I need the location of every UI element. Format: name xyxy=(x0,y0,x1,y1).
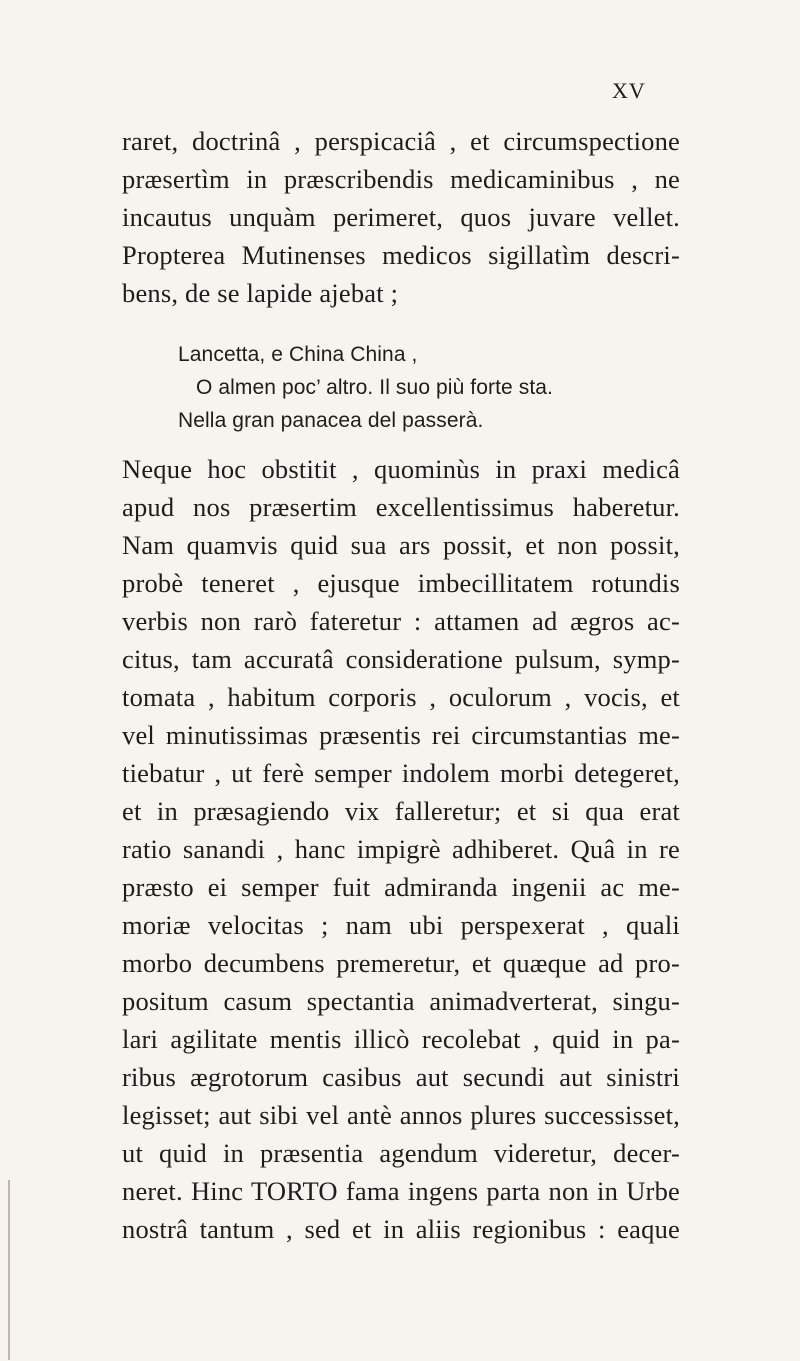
text-line: nostrâ tantum , sed et in aliis regionibus : eaque xyxy=(122,1214,680,1244)
verse-quotation xyxy=(178,338,638,437)
text-line: positum casum spectantia animadverterat, singu- xyxy=(122,986,680,1016)
text-line: præsto ei semper fuit admiranda ingenii ac me- xyxy=(122,872,680,902)
text-line: lari agilitate mentis illicò recolebat , quid in pa- xyxy=(122,1024,680,1054)
verse-line: Nella gran panacea del passerà. xyxy=(178,409,484,432)
text-line: raret, doctrinâ , perspicaciâ , et circumspectione xyxy=(122,126,680,156)
text-line: tomata , habitum corporis , oculorum , vocis, et xyxy=(122,682,680,712)
paragraph-2 xyxy=(122,450,680,1248)
text-line: apud nos præsertim excellentissimus haberetur. xyxy=(122,492,680,522)
page-number: XV xyxy=(612,78,646,103)
text-line: Propterea Mutinenses medicos sigillatìm descri- xyxy=(122,240,680,270)
text-line: probè teneret , ejusque imbecillitatem rotundis xyxy=(122,568,680,598)
text-line: neret. Hinc TORTO fama ingens parta non in Urbe xyxy=(122,1176,680,1206)
text-line: ut quid in præsentia agendum videretur, decer- xyxy=(122,1138,680,1168)
binding-edge xyxy=(8,1180,10,1360)
text-line: tiebatur , ut ferè semper indolem morbi detegeret, xyxy=(122,758,680,788)
text-line: Neque hoc obstitit , quominùs in praxi medicâ xyxy=(122,454,680,484)
paragraph-1 xyxy=(122,122,680,312)
text-line: morbo decumbens premeretur, et quæque ad pro- xyxy=(122,948,680,978)
text-line: incautus unquàm perimeret, quos juvare vellet. xyxy=(122,202,680,232)
text-line: bens, de se lapide ajebat ; xyxy=(122,278,399,308)
text-line: verbis non rarò fateretur : attamen ad ægros ac- xyxy=(122,606,680,636)
text-line: Nam quamvis quid sua ars possit, et non possit, xyxy=(122,530,680,560)
text-line: legisset; aut sibi vel antè annos plures successisset, xyxy=(122,1100,680,1130)
verse-line: Lancetta, e China China , xyxy=(178,343,418,366)
text-line: et in præsagiendo vix falleretur; et si qua erat xyxy=(122,796,680,826)
text-line: vel minutissimas præsentis rei circumstantias me- xyxy=(122,720,680,750)
text-line: ratio sanandi , hanc impigrè adhiberet. Quâ in re xyxy=(122,834,680,864)
text-line: citus, tam accuratâ consideratione pulsum, symp- xyxy=(122,644,680,674)
verse-line: O almen poc’ altro. Il suo più forte sta. xyxy=(196,376,553,399)
text-line: præsertìm in præscribendis medicaminibus , ne xyxy=(122,164,680,194)
text-line: moriæ velocitas ; nam ubi perspexerat , quali xyxy=(122,910,680,940)
text-line: ribus ægrotorum casibus aut secundi aut sinistri xyxy=(122,1062,680,1092)
